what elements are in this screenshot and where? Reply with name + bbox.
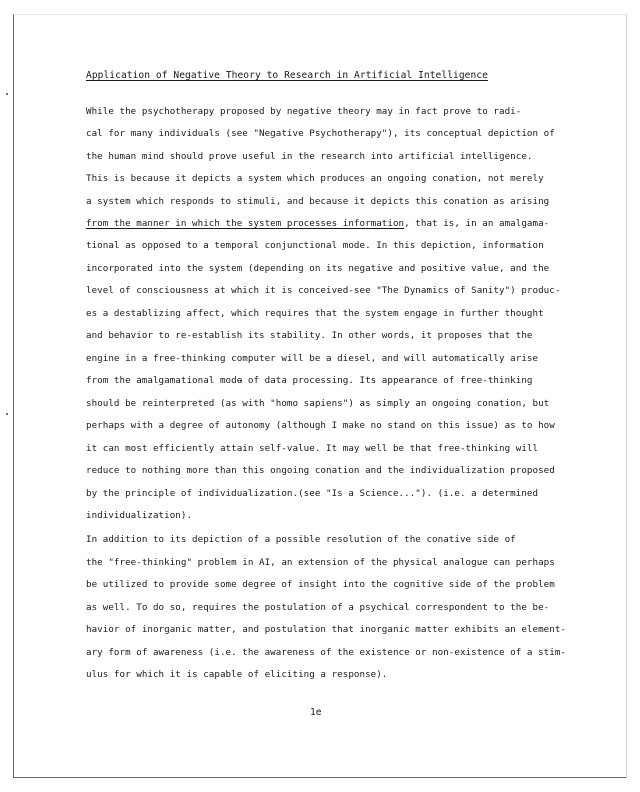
body-line: In addition to its depiction of a possible resolution of the conative side of xyxy=(86,534,516,545)
body-line: perhaps with a degree of autonomy (although I make no stand on this issue) as to how xyxy=(86,420,555,431)
body-line-rest: , that is, in an amalgama- xyxy=(404,218,550,229)
body-line: es a destablizing affect, which requires that the system engage in further thought xyxy=(86,308,544,319)
body-line: level of consciousness at which it is conceived-see "The Dynamics of Sanity") produc- xyxy=(86,285,561,296)
page-number: 1e xyxy=(310,707,322,718)
body-line: individualization). xyxy=(86,510,193,521)
body-line: havior of inorganic matter, and postulation that inorganic matter exhibits an element- xyxy=(86,624,566,635)
body-line: the human mind should prove useful in the research into artificial intelligence. xyxy=(86,151,533,162)
body-line: This is because it depicts a system which produces an ongoing conation, not merely xyxy=(86,173,544,184)
body-line: ary form of awareness (i.e. the awareness of the existence or non-existence of a stim- xyxy=(86,647,566,658)
body-line: ulus for which it is capable of eliciting a response). xyxy=(86,669,388,680)
body-line: tional as opposed to a temporal conjunctional mode. In this depiction, information xyxy=(86,240,544,251)
body-line: engine in a free-thinking computer will be a diesel, and will automatically arise xyxy=(86,353,539,364)
underlined-phrase: from the manner in which the system processes information xyxy=(86,218,405,229)
body-line: and behavior to re-establish its stability. In other words, it proposes that the xyxy=(86,330,533,341)
body-line: as well. To do so, requires the postulation of a psychical correspondent to the be- xyxy=(86,602,550,613)
document-title: Application of Negative Theory to Research in Artificial Intelligence xyxy=(86,70,488,81)
body-line: reduce to nothing more than this ongoing conation and the individualization proposed xyxy=(86,465,555,476)
body-line: the "free-thinking" problem in AI, an extension of the physical analogue can perhaps xyxy=(86,557,555,568)
body-line: incorporated into the system (depending on its negative and positive value, and the xyxy=(86,263,550,274)
body-line: cal for many individuals (see "Negative Psychotherapy"), its conceptual depiction of xyxy=(86,128,555,139)
body-line: it can most efficiently attain self-value. It may well be that free-thinking will xyxy=(86,443,539,454)
scan-speck xyxy=(6,93,8,95)
body-line-with-emphasis xyxy=(86,217,549,231)
body-line: by the principle of individualization.(see "Is a Science..."). (i.e. a determined xyxy=(86,488,539,499)
scan-speck xyxy=(6,413,8,415)
body-line: a system which responds to stimuli, and because it depicts this conation as arising xyxy=(86,196,550,207)
body-line: from the amalgamational mode of data processing. Its appearance of free-thinking xyxy=(86,375,533,386)
body-line: should be reinterpreted (as with "homo sapiens") as simply an ongoing conation, but xyxy=(86,398,550,409)
body-line: While the psychotherapy proposed by negative theory may in fact prove to radi- xyxy=(86,106,522,117)
body-line: be utilized to provide some degree of insight into the cognitive side of the problem xyxy=(86,579,555,590)
